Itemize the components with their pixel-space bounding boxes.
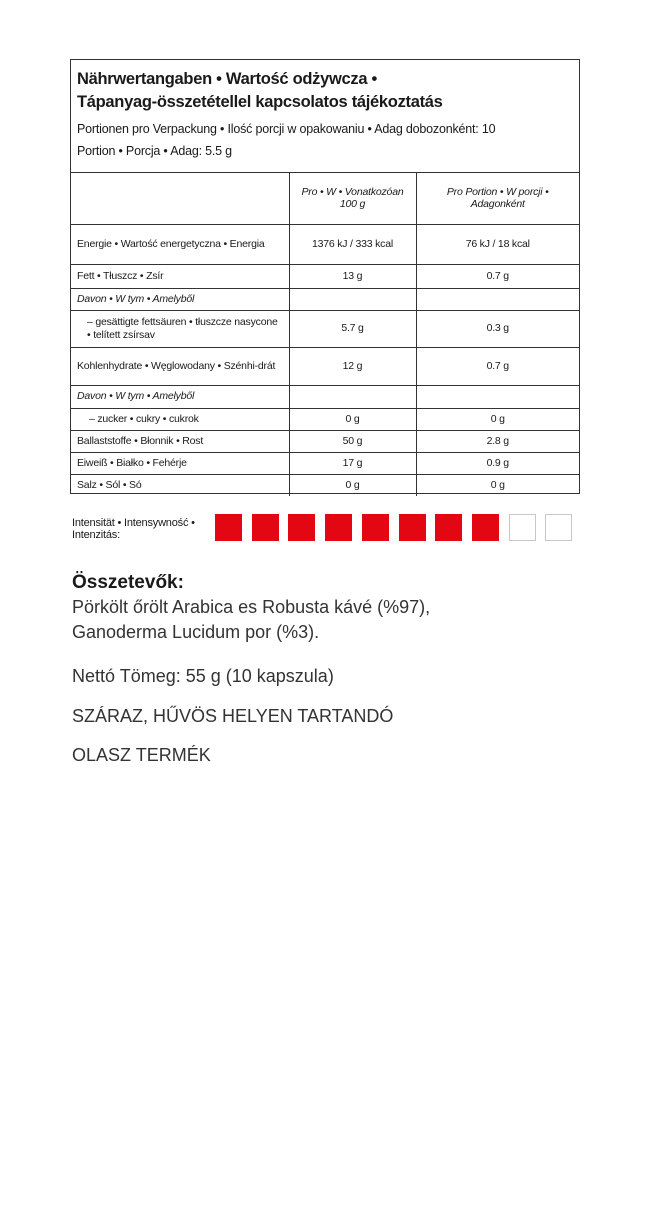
intensity-square-filled — [472, 514, 499, 541]
table-row — [71, 385, 579, 408]
col-header-portion — [416, 173, 579, 224]
col-header-portion-text: Pro Portion • W porcji • Adagonként — [446, 185, 549, 211]
portion-size: Portion • Porcja • Adag: 5.5 g — [77, 144, 232, 158]
origin-statement: OLASZ TERMÉK — [72, 745, 211, 765]
row-per100 — [289, 288, 416, 310]
intensity-square-filled — [215, 514, 242, 541]
storage-instruction: SZÁRAZ, HŰVÖS HELYEN TARTANDÓ — [72, 706, 394, 726]
row-perportion: 0.7 g — [416, 347, 579, 385]
table-row — [71, 264, 579, 288]
table-row — [71, 310, 579, 347]
table-row — [71, 430, 579, 452]
row-label: Energie • Wartość energetyczna • Energia — [71, 224, 289, 264]
ingredients-block — [72, 571, 632, 645]
servings-per-pack: Portionen pro Verpackung • Ilość porcji w opakowaniu • Adag dobozonként: 10 — [77, 122, 496, 136]
ingredients-title: Összetevők: — [72, 572, 184, 593]
row-label: Davon • W tym • Amelyből — [71, 288, 289, 310]
table-row — [71, 452, 579, 474]
nutrition-title-line1: Nährwertangaben • Wartość odżywcza • — [77, 70, 377, 88]
col-header-100g-text: Pro • W • Vonatkozóan 100 g — [301, 185, 404, 211]
intensity-square-filled — [399, 514, 426, 541]
intensity-label-line1: Intensität • Intensywność • — [72, 517, 195, 529]
row-per100 — [289, 385, 416, 408]
row-label: Davon • W tym • Amelyből — [71, 385, 289, 408]
row-perportion: 0.3 g — [416, 310, 579, 347]
intensity-square-filled — [435, 514, 462, 541]
table-row — [71, 474, 579, 496]
row-per100: 0 g — [289, 408, 416, 430]
row-perportion: 0 g — [416, 408, 579, 430]
row-label: Eiweiß • Białko • Fehérje — [71, 452, 289, 474]
row-label: Fett • Tłuszcz • Zsír — [71, 264, 289, 288]
row-per100: 12 g — [289, 347, 416, 385]
row-perportion: 2.8 g — [416, 430, 579, 452]
table-row — [71, 288, 579, 310]
row-per100: 13 g — [289, 264, 416, 288]
row-per100: 5.7 g — [289, 310, 416, 347]
nutrition-header — [71, 60, 579, 173]
intensity-square-filled — [362, 514, 389, 541]
col-header-100g — [289, 173, 416, 224]
row-perportion: 0.9 g — [416, 452, 579, 474]
row-label: Salz • Sól • Só — [77, 479, 142, 491]
intensity-label — [72, 517, 222, 541]
nutrition-table — [71, 173, 579, 496]
nutrition-panel — [70, 59, 580, 494]
row-per100: 17 g — [289, 452, 416, 474]
ingredients-line2: Ganoderma Lucidum por (%3). — [72, 622, 320, 642]
row-perportion — [416, 288, 579, 310]
table-header-empty — [71, 173, 289, 224]
row-label: Ballaststoffe • Błonnik • Rost — [71, 430, 289, 452]
intensity-square-filled — [288, 514, 315, 541]
table-row — [71, 224, 579, 264]
intensity-square-filled — [252, 514, 279, 541]
row-label: – zucker • cukry • cukrok — [71, 408, 289, 430]
row-perportion — [416, 385, 579, 408]
table-row — [71, 347, 579, 385]
intensity-label-line2: Intenzitás: — [72, 529, 120, 541]
row-label: – gesättigte fettsäuren • tłuszcze nasycone • telített zsírsav — [71, 310, 289, 347]
intensity-square-filled — [325, 514, 352, 541]
net-weight: Nettó Tömeg: 55 g (10 kapszula) — [72, 666, 334, 686]
row-perportion: 0 g — [416, 474, 579, 496]
nutrition-title-line2: Tápanyag-összetétellel kapcsolatos tájékoztatás — [77, 93, 443, 111]
intensity-square-empty — [509, 514, 536, 541]
table-header-row — [71, 173, 579, 224]
ingredients-line1: Pörkölt őrölt Arabica es Robusta kávé (%97), — [72, 597, 431, 617]
row-per100: 50 g — [289, 430, 416, 452]
table-row — [71, 408, 579, 430]
row-per100: 0 g — [289, 474, 416, 496]
row-perportion: 76 kJ / 18 kcal — [416, 224, 579, 264]
row-label: Kohlenhydrate • Węglowodany • Szénhi-drát — [71, 347, 289, 385]
row-per100: 1376 kJ / 333 kcal — [289, 224, 416, 264]
row-perportion: 0.7 g — [416, 264, 579, 288]
intensity-square-empty — [545, 514, 572, 541]
